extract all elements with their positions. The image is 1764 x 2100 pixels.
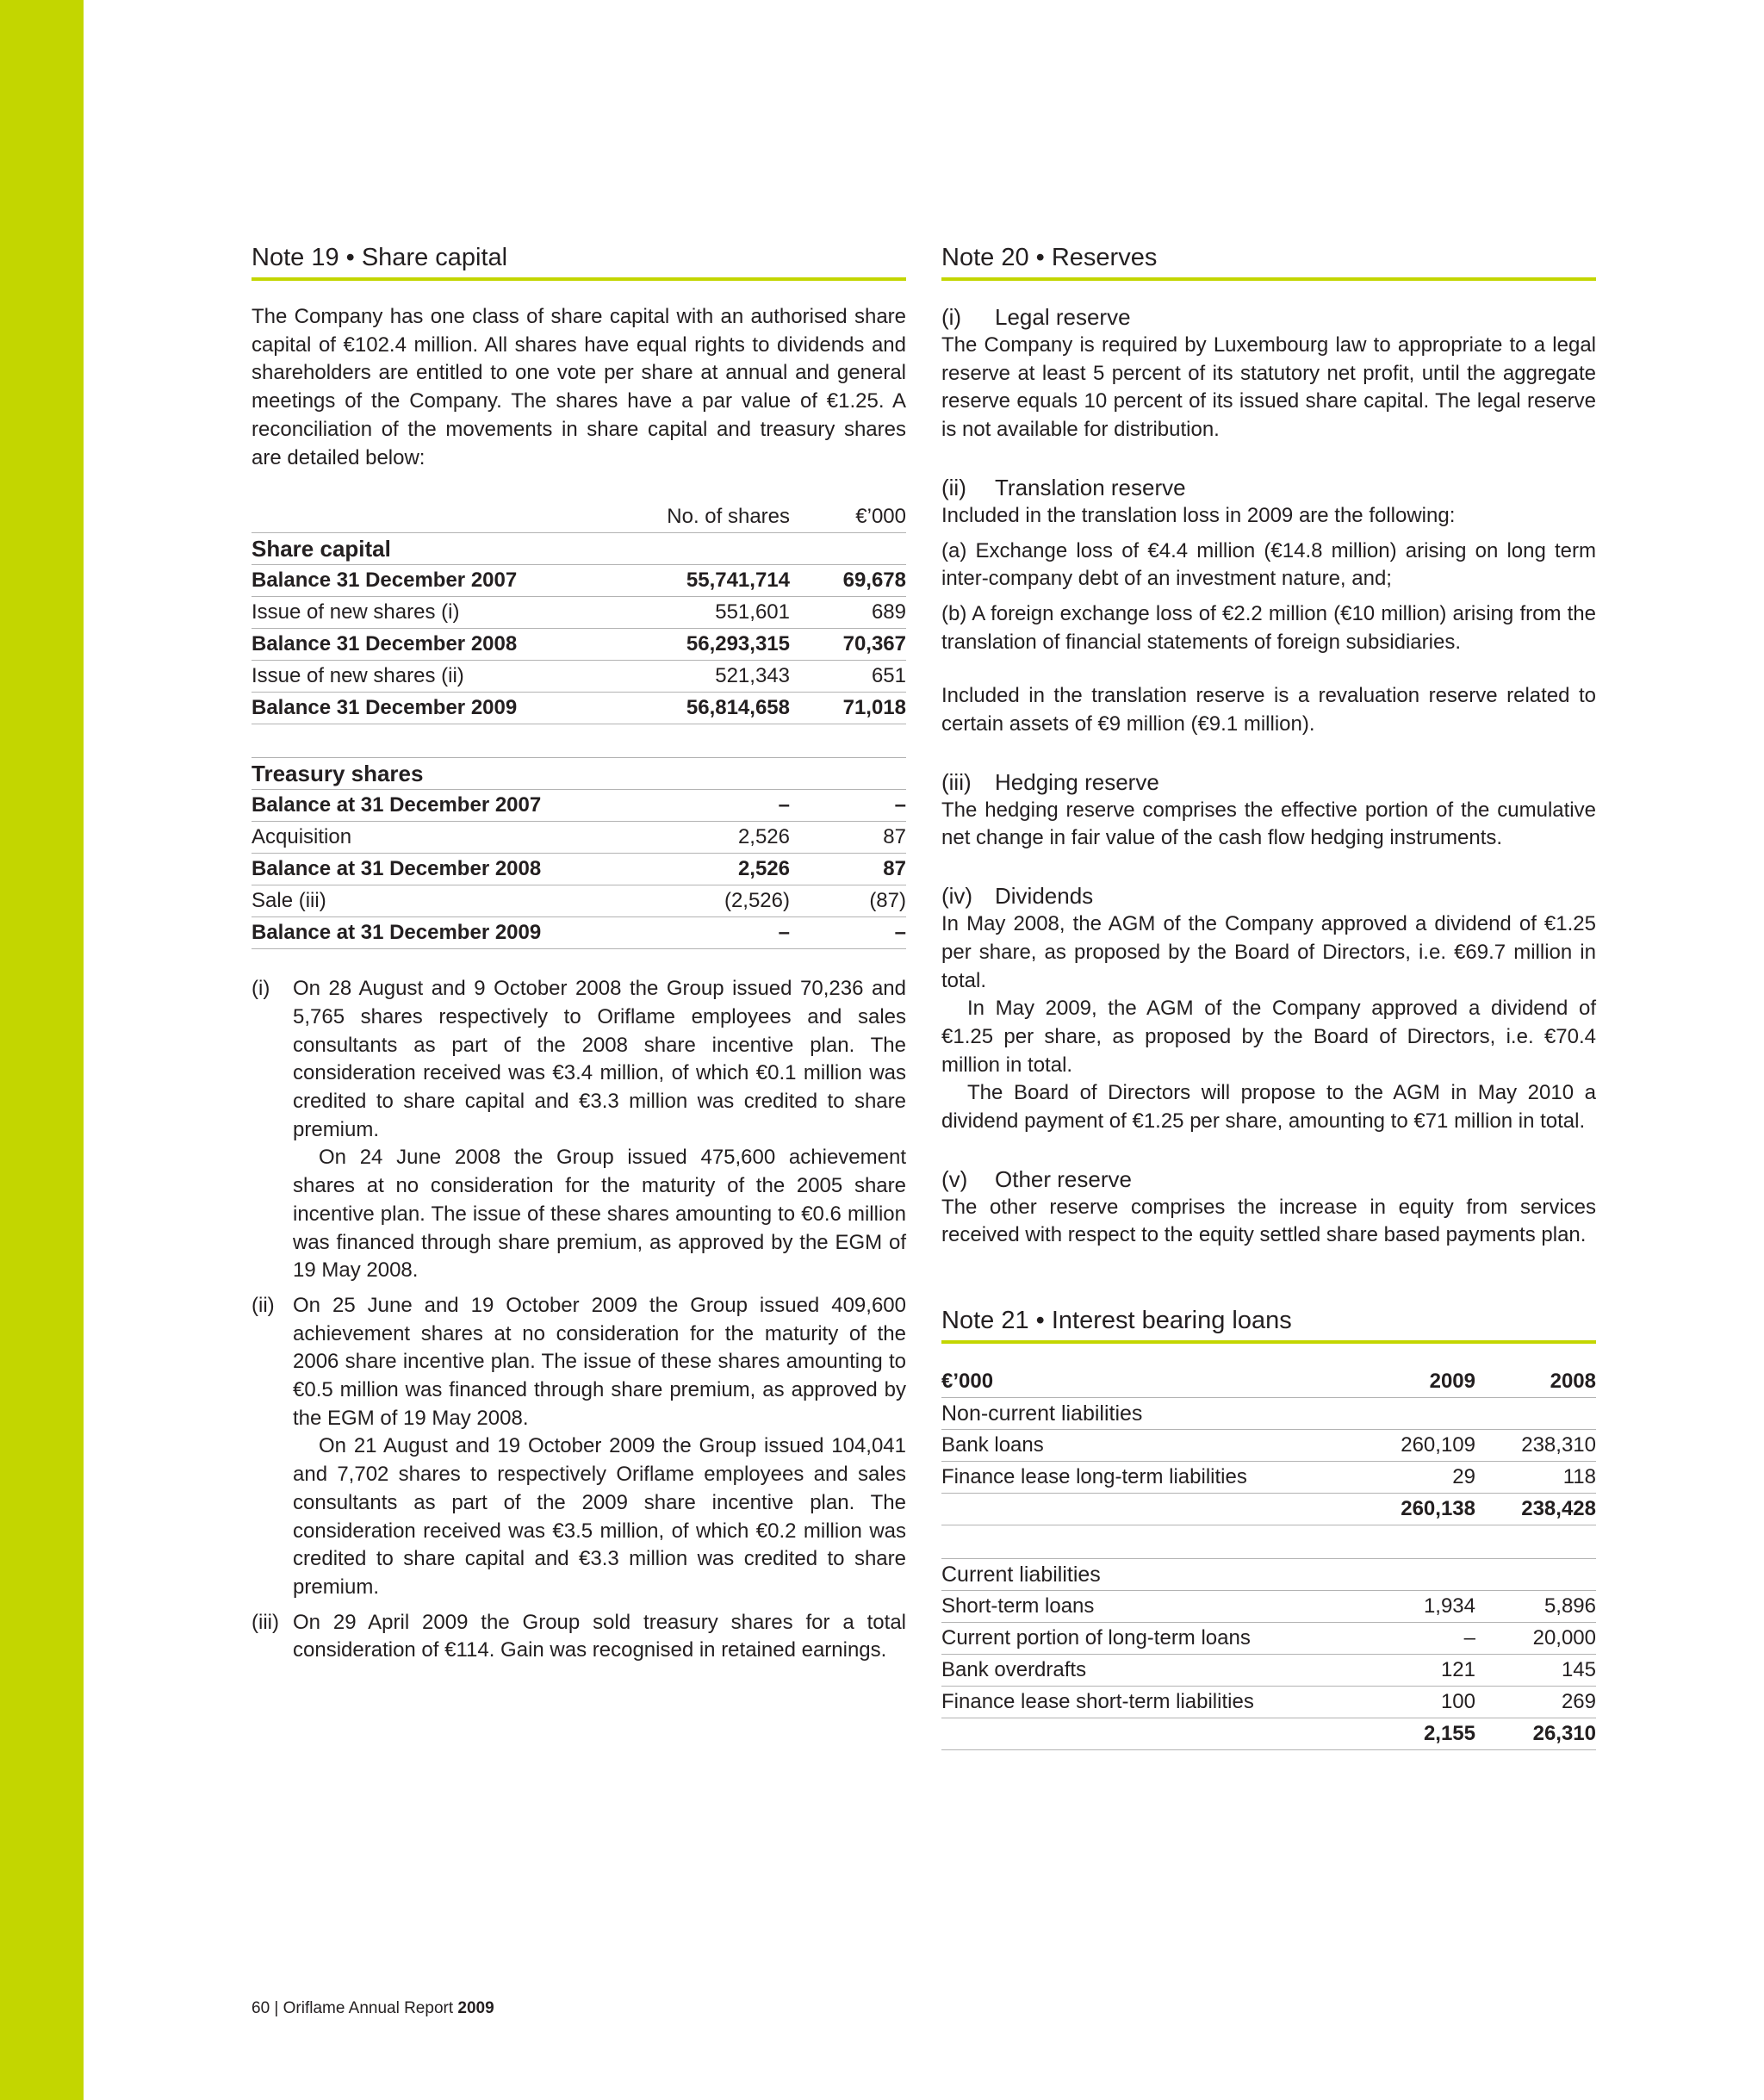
reserve-heading (941, 768, 1596, 797)
footnote-item (252, 1609, 906, 1665)
loans-col-2009: 2009 (1346, 1366, 1475, 1398)
page-footer (252, 1999, 494, 2018)
row-shares: – (600, 917, 790, 949)
row-label: Finance lease long-term liabilities (941, 1462, 1346, 1494)
col-header-shares: No. of shares (600, 501, 790, 533)
row-2009: – (1346, 1623, 1475, 1655)
footnote-text (293, 975, 906, 1285)
reserve-paragraph: The Company is required by Luxembourg law to appropriate to a legal reserve at least 5 percent of its statutory net profit, until the aggregate reserve equals 10 percent of its issued share capital. The legal reserve is not available for distribution. (941, 333, 1596, 442)
footnote-label: (ii) (252, 1293, 275, 1317)
row-eur: 87 (790, 854, 906, 885)
row-shares: 56,293,315 (600, 629, 790, 661)
row-shares: 55,741,714 (600, 565, 790, 597)
reserve-section (941, 768, 1596, 853)
row-2009: 1,934 (1346, 1591, 1475, 1623)
reserve-number: (v) (941, 1165, 968, 1192)
current-total-row (941, 1718, 1596, 1750)
share-capital-table (252, 501, 906, 949)
row-shares: (2,526) (600, 885, 790, 917)
footnote-paragraph: On 28 August and 9 October 2008 the Group issued 70,236 and 5,765 shares respectively to Oriflame employees and sales consultants as part of the 2008 share incentive plan. The consideration received was €3.4 million, of which €0.1 million was credited to share capital and €3.3 million was credited to share premium. (293, 977, 906, 1141)
noncurrent-heading: Non-current liabilities (941, 1398, 1596, 1430)
table-row (252, 629, 906, 661)
reserve-number: (iv) (941, 883, 973, 910)
reserve-title: Hedging reserve (995, 768, 1159, 795)
current-total-2009: 2,155 (1346, 1718, 1475, 1750)
reserve-section (941, 1165, 1596, 1250)
table-row (252, 854, 906, 885)
footnote-paragraph: On 21 August and 19 October 2009 the Group issued 104,041 and 7,702 shares to respectively Oriflame employees and sales consultants as part of the 2009 share incentive plan. The consideration received was €3.5 million, of which €0.2 million was credited to share capital and €3.3 million was credited to share premium. (293, 1434, 906, 1599)
row-shares: 56,814,658 (600, 693, 790, 724)
table-row (941, 1462, 1596, 1494)
footnote-paragraph: On 25 June and 19 October 2009 the Group issued 409,600 achievement shares at no consideration for the maturity of the 2006 share incentive plan. The issue of these shares amounting to €0.5 million was financed through share premium, as approved by the EGM of 19 May 2008. (293, 1293, 906, 1430)
row-label: Balance at 31 December 2008 (252, 854, 600, 885)
note-21-title: Note 21 • Interest bearing loans (941, 1307, 1596, 1344)
reserve-section (941, 474, 1596, 739)
reserve-paragraph: Included in the translation reserve is a revaluation reserve related to certain assets of €9 million (€9.1 million). (941, 684, 1596, 736)
table-row (252, 661, 906, 693)
row-label: Balance at 31 December 2007 (252, 790, 600, 822)
reserve-number: (ii) (941, 474, 966, 500)
note-19-intro: The Company has one class of share capital with an authorised share capital of €102.4 million. All shares have equal rights to dividends and shareholders are entitled to one vote per share at annual and general meetings of the Company. The shares have a par value of €1.25. A reconciliation of the movements in share capital and treasury shares are detailed below: (252, 305, 906, 469)
noncurrent-total-2008: 238,428 (1475, 1494, 1596, 1525)
row-eur: 69,678 (790, 565, 906, 597)
row-eur: – (790, 917, 906, 949)
row-2009: 260,109 (1346, 1430, 1475, 1462)
row-2008: 5,896 (1475, 1591, 1596, 1623)
row-shares: 551,601 (600, 597, 790, 629)
row-2008: 269 (1475, 1687, 1596, 1718)
table-row (941, 1430, 1596, 1462)
loans-col-label: €’000 (941, 1366, 1346, 1398)
reserve-paragraph: In May 2008, the AGM of the Company approved a dividend of €1.25 per share, as proposed by the Board of Directors, i.e. €69.7 million in total. (941, 912, 1596, 992)
row-eur: (87) (790, 885, 906, 917)
row-eur: 689 (790, 597, 906, 629)
row-label: Bank overdrafts (941, 1655, 1346, 1687)
current-rows (941, 1591, 1596, 1718)
footnote-text (293, 1292, 906, 1602)
row-2009: 29 (1346, 1462, 1475, 1494)
note-19-column (252, 244, 906, 1672)
share-capital-heading: Share capital (252, 533, 906, 565)
row-2008: 20,000 (1475, 1623, 1596, 1655)
footer-text: 60 | Oriflame Annual Report (252, 1999, 458, 2017)
row-label: Issue of new shares (i) (252, 597, 600, 629)
noncurrent-total-row (941, 1494, 1596, 1525)
row-label: Balance 31 December 2008 (252, 629, 600, 661)
reserve-paragraph: The Board of Directors will propose to the AGM in May 2010 a dividend payment of €1.25 per share, amounting to €71 million in total. (941, 1081, 1596, 1134)
footnote-label: (i) (252, 977, 270, 1001)
row-label: Current portion of long-term loans (941, 1623, 1346, 1655)
footnote-paragraph: On 29 April 2009 the Group sold treasury shares for a total consideration of €114. Gain was recognised in retained earnings. (293, 1610, 906, 1662)
noncurrent-total-2009: 260,138 (1346, 1494, 1475, 1525)
row-2009: 100 (1346, 1687, 1475, 1718)
row-shares: 521,343 (600, 661, 790, 693)
reserves-sections (941, 303, 1596, 1250)
share-capital-heading-row (252, 533, 906, 565)
reserve-heading (941, 303, 1596, 332)
row-label: Issue of new shares (ii) (252, 661, 600, 693)
interest-bearing-loans-table (941, 1366, 1596, 1750)
table-row (941, 1623, 1596, 1655)
footer-year: 2009 (457, 1999, 494, 2017)
table-row (252, 790, 906, 822)
row-shares: 2,526 (600, 854, 790, 885)
reserve-section (941, 303, 1596, 444)
reserve-heading (941, 474, 1596, 502)
reserve-section (941, 882, 1596, 1136)
row-shares: 2,526 (600, 822, 790, 854)
row-label: Sale (iii) (252, 885, 600, 917)
footnote-paragraph: On 24 June 2008 the Group issued 475,600 achievement shares at no consideration for the maturity of the 2005 share incentive plan. The issue of these shares amounting to €0.6 million was financed through share premium, as approved by the EGM of 19 May 2008. (293, 1146, 906, 1283)
table-row (252, 917, 906, 949)
row-2008: 238,310 (1475, 1430, 1596, 1462)
note-20-21-column (941, 244, 1596, 1750)
row-shares: – (600, 790, 790, 822)
loans-header-row (941, 1366, 1596, 1398)
row-2009: 121 (1346, 1655, 1475, 1687)
accent-sidebar-bar (0, 0, 84, 2100)
reserve-heading (941, 882, 1596, 910)
row-eur: 71,018 (790, 693, 906, 724)
reserve-heading (941, 1165, 1596, 1194)
loans-col-2008: 2008 (1475, 1366, 1596, 1398)
footnote-item (252, 975, 906, 1285)
treasury-rows (252, 790, 906, 949)
table-row (252, 885, 906, 917)
row-label: Balance 31 December 2009 (252, 693, 600, 724)
treasury-heading-row (252, 758, 906, 790)
current-heading-row (941, 1559, 1596, 1591)
noncurrent-rows (941, 1430, 1596, 1494)
treasury-heading: Treasury shares (252, 758, 906, 790)
reserve-title: Other reserve (995, 1165, 1132, 1192)
footnote-label: (iii) (252, 1610, 279, 1634)
table-header-row (252, 501, 906, 533)
share-capital-rows (252, 565, 906, 724)
row-eur: 70,367 (790, 629, 906, 661)
reserve-title: Legal reserve (995, 304, 1131, 330)
note-19-title: Note 19 • Share capital (252, 244, 906, 281)
footnote-text (293, 1609, 906, 1665)
row-2008: 118 (1475, 1462, 1596, 1494)
reserve-title: Dividends (995, 883, 1094, 910)
reserve-paragraph: The hedging reserve comprises the effective portion of the cumulative net change in fair value of the cash flow hedging instruments. (941, 798, 1596, 850)
table-row (252, 597, 906, 629)
reserve-paragraph: Included in the translation loss in 2009 are the following: (941, 503, 1456, 527)
reserve-paragraph: (a) Exchange loss of €4.4 million (€14.8 million) arising on long term inter-company debt of an investment nature, and; (941, 538, 1596, 591)
row-eur: 87 (790, 822, 906, 854)
row-label: Acquisition (252, 822, 600, 854)
current-total-2008: 26,310 (1475, 1718, 1596, 1750)
table-row (941, 1687, 1596, 1718)
row-label: Balance at 31 December 2009 (252, 917, 600, 949)
row-label: Finance lease short-term liabilities (941, 1687, 1346, 1718)
row-eur: – (790, 790, 906, 822)
reserve-paragraph: (b) A foreign exchange loss of €2.2 million (€10 million) arising from the translation of financial statements of foreign subsidiaries. (941, 601, 1596, 654)
row-label: Balance 31 December 2007 (252, 565, 600, 597)
table-row (252, 693, 906, 724)
note-19-footnotes (252, 975, 906, 1665)
table-row (252, 565, 906, 597)
current-heading: Current liabilities (941, 1559, 1596, 1591)
reserve-number: (iii) (941, 768, 972, 795)
noncurrent-heading-row (941, 1398, 1596, 1430)
row-label: Short-term loans (941, 1591, 1346, 1623)
row-label: Bank loans (941, 1430, 1346, 1462)
reserve-number: (i) (941, 304, 962, 330)
table-row (941, 1591, 1596, 1623)
reserve-title: Translation reserve (995, 474, 1186, 500)
reserve-paragraph: In May 2009, the AGM of the Company approved a dividend of €1.25 per share, as proposed by the Board of Directors, i.e. €70.4 million in total. (941, 997, 1596, 1077)
table-row (252, 822, 906, 854)
footnote-item (252, 1292, 906, 1602)
row-eur: 651 (790, 661, 906, 693)
col-header-eur: €’000 (790, 501, 906, 533)
table-row (941, 1655, 1596, 1687)
note-20-title: Note 20 • Reserves (941, 244, 1596, 281)
row-2008: 145 (1475, 1655, 1596, 1687)
reserve-paragraph: The other reserve comprises the increase in equity from services received with respect to the equity settled share based payments plan. (941, 1195, 1596, 1247)
